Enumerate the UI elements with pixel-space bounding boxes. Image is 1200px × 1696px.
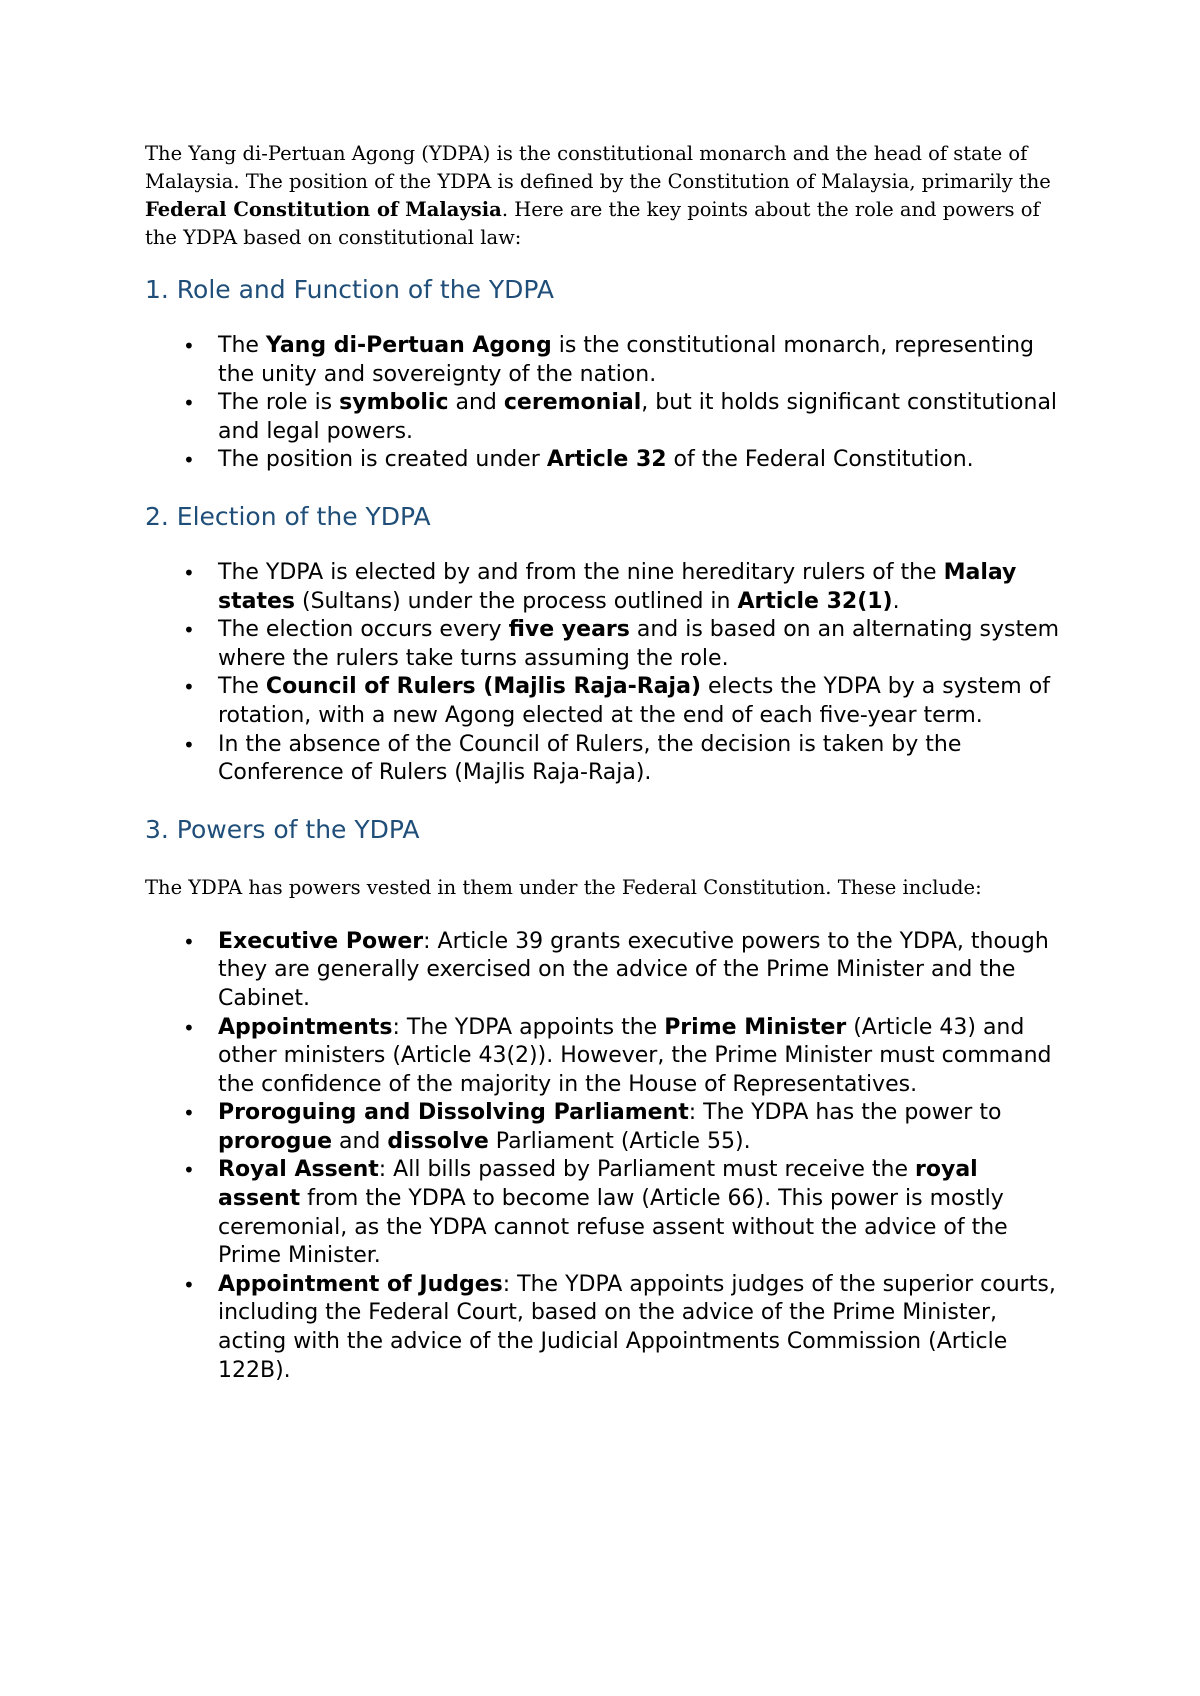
- list-item: • The Council of Rulers (Majlis Raja-Raja) elects the YDPA by a system of rotation, with a new Agong elected at the end of each five-year term.: [145, 673, 1065, 730]
- list-item: • The role is symbolic and ceremonial, but it holds significant constitutional and legal powers.: [145, 389, 1065, 446]
- powers-list: [145, 928, 1065, 1386]
- list-item: • In the absence of the Council of Rulers, the decision is taken by the Conference of Rulers (Majlis Raja-Raja).: [145, 731, 1065, 788]
- election-list: [145, 559, 1065, 788]
- list-item: • The position is created under Article 32 of the Federal Constitution.: [145, 446, 1065, 475]
- list-item: • The Yang di-Pertuan Agong is the constitutional monarch, representing the unity and sovereignty of the nation.: [145, 332, 1065, 389]
- intro-bold: Federal Constitution of Malaysia: [145, 198, 502, 221]
- list-item: • Appointments: The YDPA appoints the Prime Minister (Article 43) and other ministers (Article 43(2)). However, the Prime Minister must command the confidence of the majority in the House of Representatives.: [145, 1014, 1065, 1100]
- list-item: • The YDPA is elected by and from the nine hereditary rulers of the Malay states (Sultans) under the process outlined in Article 32(1).: [145, 559, 1065, 616]
- document-page: [145, 140, 1065, 1385]
- section-heading-powers: 3. Powers of the YDPA: [145, 814, 420, 844]
- list-item: • Proroguing and Dissolving Parliament: The YDPA has the power to prorogue and dissolve Parliament (Article 55).: [145, 1099, 1065, 1156]
- powers-intro: The YDPA has powers vested in them under the Federal Constitution. These include:: [145, 875, 982, 899]
- intro-paragraph: [145, 140, 1065, 252]
- list-item: • Royal Assent: All bills passed by Parliament must receive the royal assent from the YDPA to become law (Article 66). This power is mostly ceremonial, as the YDPA cannot refuse assent without the advice of the Prime Minister.: [145, 1156, 1065, 1270]
- intro-text-end: . Here are the key points about the role and powers of the YDPA based on constitutional law:: [145, 198, 1040, 249]
- section-heading-election: 2. Election of the YDPA: [145, 501, 431, 531]
- list-item: • The election occurs every five years and is based on an alternating system where the rulers take turns assuming the role.: [145, 616, 1065, 673]
- intro-text: The Yang di-Pertuan Agong (YDPA) is the constitutional monarch and the head of state of Malaysia. The position of the YDPA is defined by the Constitution of Malaysia, primarily the: [145, 142, 1051, 193]
- role-list: [145, 332, 1065, 475]
- list-item: • Executive Power: Article 39 grants executive powers to the YDPA, though they are generally exercised on the advice of the Prime Minister and the Cabinet.: [145, 928, 1065, 1014]
- list-item: • Appointment of Judges: The YDPA appoints judges of the superior courts, including the Federal Court, based on the advice of the Prime Minister, acting with the advice of the Judicial Appointments Commission (Article 122B).: [145, 1271, 1065, 1385]
- section-heading-role: 1. Role and Function of the YDPA: [145, 275, 554, 304]
